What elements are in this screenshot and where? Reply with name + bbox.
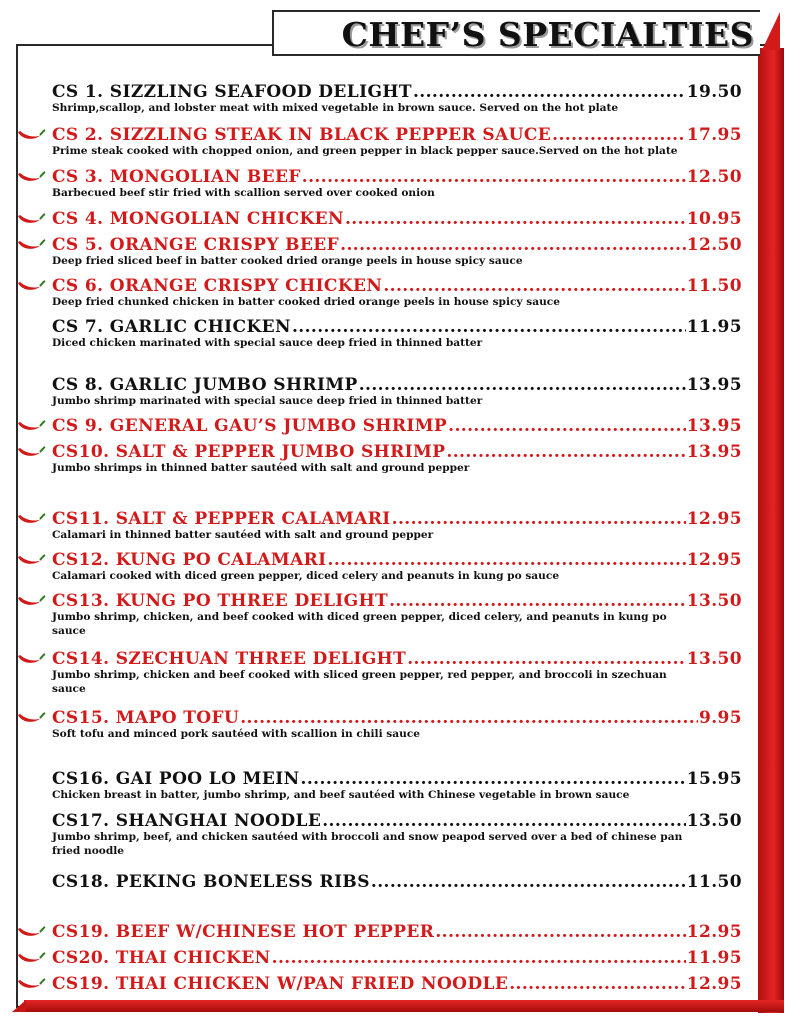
chili-pepper-icon bbox=[16, 445, 46, 459]
menu-item bbox=[52, 315, 742, 350]
menu-item-description: Barbecued beef stir fried with scallion served over cooked onion bbox=[52, 187, 435, 199]
menu-item-price: 13.50 bbox=[686, 811, 742, 831]
menu-item bbox=[52, 647, 742, 696]
chili-pepper-icon bbox=[16, 652, 46, 666]
menu-item-price: 11.50 bbox=[686, 872, 742, 892]
menu-item bbox=[52, 870, 742, 894]
chili-pepper-icon bbox=[16, 170, 46, 184]
page-title: CHEF’S SPECIALTIES bbox=[341, 15, 754, 54]
menu-item-name: CS13. KUNG PO THREE DELIGHT bbox=[52, 591, 389, 611]
menu-item-name: CS19. BEEF W/CHINESE HOT PEPPER bbox=[52, 922, 435, 942]
red-border-corner-top bbox=[762, 12, 780, 50]
chili-pepper-icon bbox=[16, 977, 46, 991]
menu-item-name: CS11. SALT & PEPPER CALAMARI bbox=[52, 509, 391, 529]
menu-item-name: CS15. MAPO TOFU bbox=[52, 708, 240, 728]
menu-item bbox=[52, 414, 742, 438]
red-border-right bbox=[758, 48, 784, 1013]
dot-leader bbox=[446, 440, 685, 464]
dot-leader bbox=[345, 207, 686, 231]
menu-item-description: Shrimp,scallop, and lobster meat with mixed vegetable in brown sauce. Served on the hot plate bbox=[52, 102, 619, 114]
red-border-bottom bbox=[24, 1000, 784, 1012]
menu-item bbox=[52, 972, 742, 996]
dot-leader bbox=[371, 870, 686, 894]
dot-leader bbox=[435, 920, 685, 944]
menu-item-description: Soft tofu and minced pork sautéed with scallion in chili sauce bbox=[52, 728, 421, 740]
chili-pepper-icon bbox=[16, 212, 46, 226]
menu-item bbox=[52, 274, 742, 309]
menu-item-name: CS16. GAI POO LO MEIN bbox=[52, 769, 300, 789]
menu-item-description: Jumbo shrimps in thinned batter sautéed with salt and ground pepper bbox=[52, 462, 470, 474]
menu-item-header bbox=[52, 414, 742, 438]
menu-item-price: 11.95 bbox=[686, 948, 742, 968]
menu-item-description: Calamari in thinned batter sautéed with salt and ground pepper bbox=[52, 529, 434, 541]
menu-item-price: 9.95 bbox=[698, 708, 742, 728]
menu-item-price: 10.95 bbox=[686, 209, 742, 229]
menu-item bbox=[52, 589, 742, 638]
menu-item-price: 13.95 bbox=[686, 416, 742, 436]
menu-item bbox=[52, 233, 742, 268]
menu-item bbox=[52, 706, 742, 741]
menu-item-price: 12.95 bbox=[686, 974, 742, 994]
chili-pepper-icon bbox=[16, 512, 46, 526]
menu-item bbox=[52, 507, 742, 542]
menu-item bbox=[52, 80, 742, 115]
menu-item-price: 19.50 bbox=[686, 82, 742, 102]
menu-item-description: Diced chicken marinated with special sauce deep fried in thinned batter bbox=[52, 337, 483, 349]
menu-item-header bbox=[52, 972, 742, 996]
menu-item bbox=[52, 767, 742, 802]
menu-item-description: Jumbo shrimp marinated with special sauce deep fried in thinned batter bbox=[52, 395, 483, 407]
dot-leader bbox=[509, 972, 686, 996]
chili-pepper-icon bbox=[16, 594, 46, 608]
menu-item-description: Deep fried chunked chicken in batter cooked dried orange peels in house spicy sauce bbox=[52, 296, 560, 308]
dot-leader bbox=[448, 414, 686, 438]
menu-item bbox=[52, 123, 742, 158]
menu-item-description: Deep fried sliced beef in batter cooked dried orange peels in house spicy sauce bbox=[52, 255, 523, 267]
menu-item-name: CS12. KUNG PO CALAMARI bbox=[52, 550, 327, 570]
dot-leader bbox=[272, 946, 686, 970]
menu-item-name: CS20. THAI CHICKEN bbox=[52, 948, 271, 968]
menu-item-header bbox=[52, 920, 742, 944]
chili-pepper-icon bbox=[16, 925, 46, 939]
menu-item-header bbox=[52, 207, 742, 231]
menu-item-description: Jumbo shrimp, beef, and chicken sautéed with broccoli and snow peapod served over a bed of chinese pan fried noodle bbox=[52, 831, 683, 857]
menu-item-name: CS 9. GENERAL GAU’S JUMBO SHRIMP bbox=[52, 416, 448, 436]
menu-item bbox=[52, 440, 742, 475]
menu-item-name: CS 4. MONGOLIAN CHICKEN bbox=[52, 209, 344, 229]
menu-item-name: CS 5. ORANGE CRISPY BEEF bbox=[52, 235, 340, 255]
menu-item bbox=[52, 548, 742, 583]
menu-item bbox=[52, 920, 742, 944]
menu-item-description: Chicken breast in batter, jumbo shrimp, and beef sautéed with Chinese vegetable in brown sauce bbox=[52, 789, 630, 801]
menu-item-price: 15.95 bbox=[686, 769, 742, 789]
menu-item-price: 11.95 bbox=[686, 317, 742, 337]
menu-item-price: 13.95 bbox=[686, 442, 742, 462]
menu-item-name: CS18. PEKING BONELESS RIBS bbox=[52, 872, 370, 892]
menu-item-price: 12.95 bbox=[686, 922, 742, 942]
menu-item-description: Jumbo shrimp, chicken and beef cooked with sliced green pepper, red pepper, and broccoli in szechuan sauce bbox=[52, 669, 667, 695]
menu-item-header bbox=[52, 946, 742, 970]
chili-pepper-icon bbox=[16, 951, 46, 965]
chili-pepper-icon bbox=[16, 238, 46, 252]
menu-item-price: 13.50 bbox=[686, 591, 742, 611]
menu-item-price: 12.95 bbox=[686, 550, 742, 570]
menu-item bbox=[52, 809, 742, 858]
menu-item-description: Jumbo shrimp, chicken, and beef cooked with diced green pepper, diced celery, and peanuts in kung po sauce bbox=[52, 611, 667, 637]
chili-pepper-icon bbox=[16, 128, 46, 142]
chili-pepper-icon bbox=[16, 553, 46, 567]
menu-item-price: 17.95 bbox=[686, 125, 742, 145]
menu-item-price: 12.50 bbox=[686, 235, 742, 255]
menu-item-name: CS 6. ORANGE CRISPY CHICKEN bbox=[52, 276, 383, 296]
menu-item-name: CS 7. GARLIC CHICKEN bbox=[52, 317, 291, 337]
menu-item-price: 13.50 bbox=[686, 649, 742, 669]
menu-item-name: CS14. SZECHUAN THREE DELIGHT bbox=[52, 649, 407, 669]
red-border-corner-bottom bbox=[12, 1000, 26, 1012]
menu-item-description: Calamari cooked with diced green pepper, diced celery and peanuts in kung po sauce bbox=[52, 570, 560, 582]
menu-item-header bbox=[52, 870, 742, 894]
menu-item-name: CS17. SHANGHAI NOODLE bbox=[52, 811, 322, 831]
menu-item-name: CS19. THAI CHICKEN W/PAN FRIED NOODLE bbox=[52, 974, 509, 994]
menu-item-name: CS10. SALT & PEPPER JUMBO SHRIMP bbox=[52, 442, 446, 462]
menu-item-description: Prime steak cooked with chopped onion, and green pepper in black pepper sauce.Served on the hot plate bbox=[52, 145, 678, 157]
menu-item bbox=[52, 165, 742, 200]
menu-item bbox=[52, 373, 742, 408]
menu-item-name: CS 3. MONGOLIAN BEEF bbox=[52, 167, 301, 187]
chili-pepper-icon bbox=[16, 419, 46, 433]
chili-pepper-icon bbox=[16, 711, 46, 725]
title-banner bbox=[272, 10, 760, 56]
menu-item bbox=[52, 946, 742, 970]
menu-item bbox=[52, 207, 742, 231]
menu-item-name: CS 1. SIZZLING SEAFOOD DELIGHT bbox=[52, 82, 412, 102]
menu-item-name: CS 2. SIZZLING STEAK IN BLACK PEPPER SAUCE bbox=[52, 125, 552, 145]
chili-pepper-icon bbox=[16, 279, 46, 293]
menu-item-price: 13.95 bbox=[686, 375, 742, 395]
menu-item-price: 12.50 bbox=[686, 167, 742, 187]
menu-item-price: 12.95 bbox=[686, 509, 742, 529]
menu-item-price: 11.50 bbox=[686, 276, 742, 296]
menu-item-name: CS 8. GARLIC JUMBO SHRIMP bbox=[52, 375, 358, 395]
dot-leader bbox=[392, 507, 686, 531]
